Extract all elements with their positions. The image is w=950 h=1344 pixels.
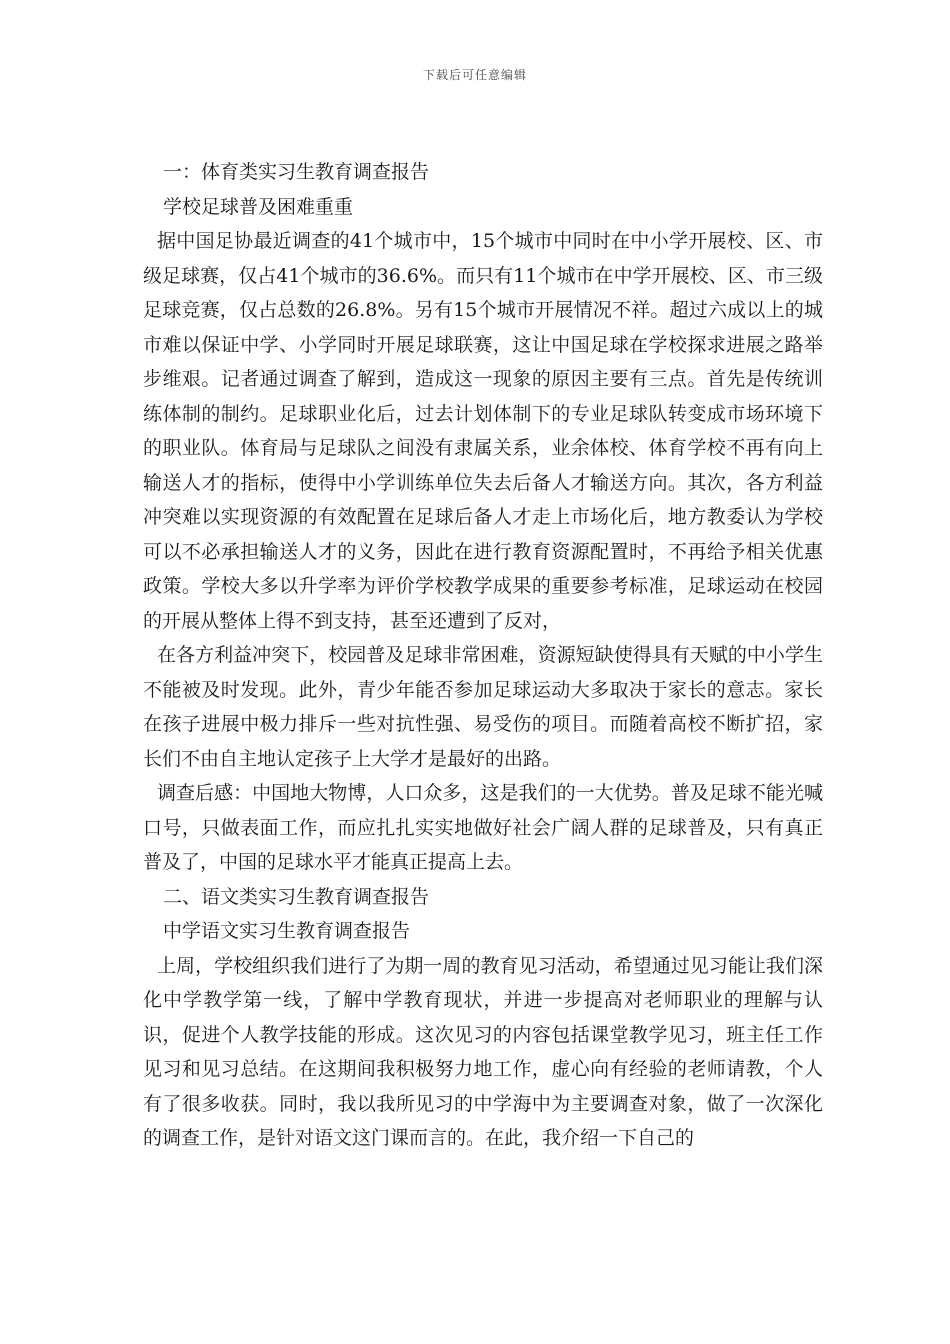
paragraph: 调查后感：中国地大物博，人口众多，这是我们的一大优势。普及足球不能光喊口号，只做表面工作，而应扎扎实实地做好社会广阔人群的足球普及，只有真正普及了，中国的足球水平才能真正提高上去。: [143, 782, 823, 873]
document-body: [143, 155, 823, 1156]
article-title-chinese: 中学语文实习生教育调查报告: [163, 920, 411, 942]
header-note: 下载后可任意编辑: [422, 68, 527, 82]
section-heading-chinese: 二、语文类实习生教育调查报告: [163, 885, 430, 908]
paragraph: 据中国足协最近调查的41个城市中，15个城市中同时在中小学开展校、区、市级足球赛，仅占41个城市的36.6%。而只有11个城市在中学开展校、区、市三级足球竞赛，仅占总数的26.8%。另有15个城市开展情况不祥。超过六成以上的城市难以保证中学、小学同时开展足球联赛，这让中国足球在学校探求进展之路举步维艰。记者通过调查了解到，造成这一现象的原因主要有三点。首先是传统训练体制的制约。足球职业化后，过去计划体制下的专业足球队转变成市场环境下的职业队。体育局与足球队之间没有隶属关系，业余体校、体育学校不再有向上输送人才的指标，使得中小学训练单位失去后备人才输送方向。其次，各方利益冲突难以实现资源的有效配置在足球后备人才走上市场化后，地方教委认为学校可以不必承担输送人才的义务，因此在进行教育资源配置时，不再给予相关优惠政策。学校大多以升学率为评价学校教学成果的重要参考标准，足球运动在校园的开展从整体上得不到支持，甚至还遭到了反对，: [143, 230, 823, 632]
section-heading-sports: 一：体育类实习生教育调查报告: [163, 161, 430, 183]
paragraph: 在各方利益冲突下，校园普及足球非常困难，资源短缺使得具有天赋的中小学生不能被及时发现。此外，青少年能否参加足球运动大多取决于家长的意志。家长在孩子进展中极力排斥一些对抗性强、易受伤的项目。而随着高校不断扩招，家长们不由自主地认定孩子上大学才是最好的出路。: [143, 644, 823, 770]
article-title-football: 学校足球普及困难重重: [163, 195, 354, 218]
paragraph: 上周，学校组织我们进行了为期一周的教育见习活动，希望通过见习能让我们深化中学教学第一线，了解中学教育现状，并进一步提高对老师职业的理解与认识，促进个人教学技能的形成。这次见习的内容包括课堂教学见习，班主任工作见习和见习总结。在这期间我积极努力地工作，虚心向有经验的老师请教，个人有了很多收获。同时，我以我所见习的中学海中为主要调查对象，做了一次深化的调查工作，是针对语文这门课而言的。在此，我介绍一下自己的: [143, 954, 823, 1149]
